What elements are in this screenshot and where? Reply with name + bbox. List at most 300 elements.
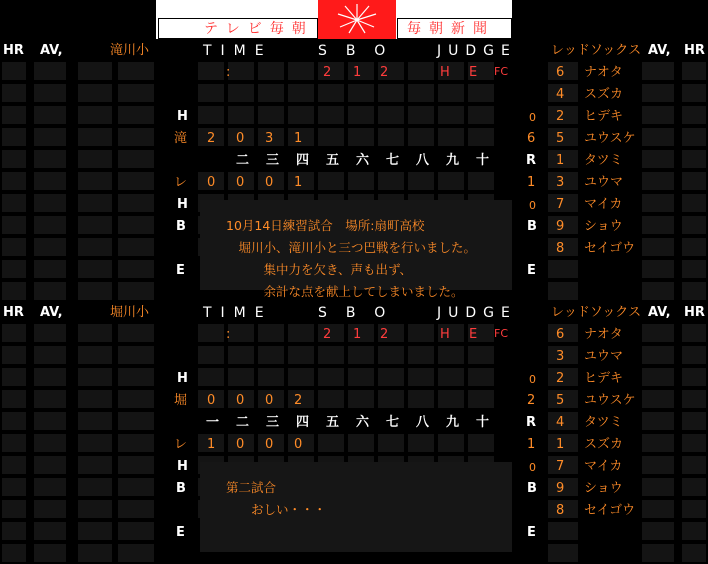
slot-cell <box>78 150 112 168</box>
error-label-left: E <box>176 263 185 278</box>
av-cell <box>34 260 66 278</box>
hr-cell <box>682 106 706 124</box>
judge-error: E <box>469 327 478 342</box>
h-label-right: H <box>177 197 188 212</box>
header-right-title: 毎朝新聞 <box>407 21 495 37</box>
hr-cell <box>2 238 26 256</box>
column-av-label: AV, <box>40 305 63 320</box>
time-value: : <box>226 65 231 80</box>
column-hr-right-label: HR <box>684 43 705 58</box>
lineup-position: 8 <box>556 241 565 256</box>
hr-cell <box>682 500 706 518</box>
hr-cell <box>2 368 26 386</box>
column-hr-label: HR <box>3 43 24 58</box>
score-cell <box>288 106 314 124</box>
h-label-left: H <box>177 109 188 124</box>
score-cell <box>438 84 464 102</box>
inning-number: 七 <box>386 153 400 168</box>
score-cell <box>438 106 464 124</box>
lineup-position: 4 <box>556 415 565 430</box>
slot-cell <box>118 346 154 364</box>
hr-cell <box>2 128 26 146</box>
av-cell <box>642 478 674 496</box>
av-cell <box>642 282 674 300</box>
hr-cell <box>2 522 26 540</box>
lineup-position: 1 <box>556 153 565 168</box>
right-team-name: レッドソックス <box>551 305 642 320</box>
lineup-player-name: セイゴウ <box>584 503 636 518</box>
inning-number: 一 <box>206 415 220 430</box>
score-cell <box>408 84 434 102</box>
score-cell <box>318 128 344 146</box>
av-cell <box>642 368 674 386</box>
score-cell <box>468 84 494 102</box>
av-cell <box>34 238 66 256</box>
hr-cell <box>682 324 706 342</box>
av-cell <box>642 172 674 190</box>
slot-cell <box>118 500 154 518</box>
judge-fielders-choice: FC <box>494 327 509 340</box>
lineup-player-name: タツミ <box>584 153 623 168</box>
hr-cell <box>2 62 26 80</box>
h-value-right: 0 <box>529 461 536 474</box>
hr-cell <box>682 346 706 364</box>
inning-number: 九 <box>446 415 460 430</box>
score-cell <box>318 106 344 124</box>
column-av-right-label: AV, <box>648 43 671 58</box>
ball-count: 1 <box>353 327 362 342</box>
lineup-position: 9 <box>556 219 565 234</box>
hr-cell <box>2 434 26 452</box>
inning-number: 五 <box>326 415 340 430</box>
av-cell <box>642 544 674 562</box>
slot-cell <box>78 216 112 234</box>
av-cell <box>642 346 674 364</box>
score-cell <box>318 346 344 364</box>
inning-number: 七 <box>386 415 400 430</box>
av-cell <box>642 522 674 540</box>
score-cell <box>258 346 284 364</box>
sbo-label: SBO <box>318 43 405 59</box>
h-label-left: H <box>177 371 188 386</box>
score-cell <box>288 84 314 102</box>
message-line: 10月14日練習試合 場所:扇町高校 <box>226 218 425 233</box>
hr-cell <box>682 544 706 562</box>
score-cell <box>228 62 254 80</box>
slot-cell <box>118 522 154 540</box>
slot-cell <box>548 260 578 278</box>
av-cell <box>642 260 674 278</box>
av-cell <box>34 390 66 408</box>
hr-cell <box>2 84 26 102</box>
score-cell <box>408 434 434 452</box>
slot-cell <box>78 238 112 256</box>
left-team-name: 堀川小 <box>110 305 150 320</box>
score-cell <box>258 62 284 80</box>
av-cell <box>642 434 674 452</box>
av-cell <box>34 194 66 212</box>
slot-cell <box>118 106 154 124</box>
slot-cell <box>78 456 112 474</box>
av-cell <box>642 500 674 518</box>
slot-cell <box>78 128 112 146</box>
av-cell <box>34 150 66 168</box>
slot-cell <box>78 172 112 190</box>
hr-cell <box>682 216 706 234</box>
lineup-player-name: マイカ <box>584 197 623 212</box>
hr-cell <box>2 346 26 364</box>
hr-cell <box>2 500 26 518</box>
inning-score: 1 <box>207 437 216 452</box>
slot-cell <box>78 194 112 212</box>
score-cell <box>378 106 404 124</box>
inning-score: 0 <box>236 437 245 452</box>
score-cell <box>288 368 314 386</box>
inning-score: 0 <box>236 175 245 190</box>
message-line: 堀川小、滝川小と三つ巴戦を行いました。 <box>226 240 477 255</box>
h-value-right: 0 <box>529 199 536 212</box>
score-cell <box>228 324 254 342</box>
inning-score: 0 <box>207 175 216 190</box>
lineup-position: 3 <box>556 349 565 364</box>
av-cell <box>34 544 66 562</box>
score-cell <box>348 434 374 452</box>
av-cell <box>34 62 66 80</box>
lineup-position: 8 <box>556 503 565 518</box>
ball-label-right: B <box>527 481 537 496</box>
inning-number: 四 <box>296 415 310 430</box>
score-cell <box>228 346 254 364</box>
slot-cell <box>78 84 112 102</box>
hr-cell <box>682 260 706 278</box>
av-cell <box>34 84 66 102</box>
hr-cell <box>682 412 706 430</box>
out-count: 2 <box>380 327 389 342</box>
av-cell <box>642 62 674 80</box>
slot-cell <box>118 544 154 562</box>
slot-cell <box>78 346 112 364</box>
av-cell <box>34 106 66 124</box>
score-cell <box>348 84 374 102</box>
inning-number: 三 <box>266 153 280 168</box>
av-cell <box>642 150 674 168</box>
score-cell <box>198 346 224 364</box>
inning-number: 六 <box>356 415 370 430</box>
lineup-position: 2 <box>556 371 565 386</box>
hr-cell <box>682 368 706 386</box>
inning-number: 四 <box>296 153 310 168</box>
message-line: 集中力を欠き、声も出ず、 <box>226 262 413 277</box>
score-cell <box>408 106 434 124</box>
lineup-position: 1 <box>556 437 565 452</box>
lineup-position: 6 <box>556 327 565 342</box>
lineup-player-name: マイカ <box>584 459 623 474</box>
inning-score: 0 <box>236 131 245 146</box>
score-cell <box>348 346 374 364</box>
lineup-player-name: ナオタ <box>584 65 623 80</box>
slot-cell <box>78 106 112 124</box>
ball-label-left: B <box>176 219 186 234</box>
starburst-icon <box>318 0 396 39</box>
score-cell <box>408 128 434 146</box>
lineup-position: 7 <box>556 459 565 474</box>
h-label-right: H <box>177 459 188 474</box>
score-cell <box>198 62 224 80</box>
av-cell <box>642 324 674 342</box>
inning-score: 2 <box>294 393 303 408</box>
strike-count: 2 <box>323 65 332 80</box>
inning-number: 八 <box>416 415 430 430</box>
ball-label-right: B <box>527 219 537 234</box>
score-cell <box>468 106 494 124</box>
time-label: TIME <box>203 305 273 321</box>
hr-cell <box>682 62 706 80</box>
score-cell <box>348 128 374 146</box>
linescore-team-1: 滝 <box>174 131 188 146</box>
inning-number: 十 <box>476 415 490 430</box>
av-cell <box>34 216 66 234</box>
hr-cell <box>2 324 26 342</box>
inning-score: 0 <box>294 437 303 452</box>
av-cell <box>642 84 674 102</box>
hr-cell <box>2 282 26 300</box>
score-cell <box>378 128 404 146</box>
slot-cell <box>548 544 578 562</box>
slot-cell <box>118 434 154 452</box>
left-team-name: 滝川小 <box>110 43 150 58</box>
column-av-label: AV, <box>40 43 63 58</box>
lineup-player-name: タツミ <box>584 415 623 430</box>
slot-cell <box>78 478 112 496</box>
score-cell <box>348 172 374 190</box>
slot-cell <box>118 194 154 212</box>
av-cell <box>34 456 66 474</box>
score-cell <box>408 172 434 190</box>
av-cell <box>642 456 674 474</box>
hr-cell <box>682 150 706 168</box>
slot-cell <box>118 84 154 102</box>
runs-total: 1 <box>527 437 536 452</box>
slot-cell <box>78 434 112 452</box>
hr-cell <box>2 150 26 168</box>
av-cell <box>34 128 66 146</box>
lineup-position: 7 <box>556 197 565 212</box>
slot-cell <box>78 368 112 386</box>
h-value-left: 0 <box>529 373 536 386</box>
score-cell <box>468 390 494 408</box>
slot-cell <box>118 368 154 386</box>
column-hr-label: HR <box>3 305 24 320</box>
lineup-player-name: スズカ <box>584 437 624 452</box>
hr-cell <box>2 478 26 496</box>
inning-score: 0 <box>265 437 274 452</box>
slot-cell <box>118 150 154 168</box>
error-label-right: E <box>527 263 536 278</box>
hr-cell <box>2 390 26 408</box>
score-cell <box>438 128 464 146</box>
score-cell <box>468 368 494 386</box>
score-cell <box>198 324 224 342</box>
slot-cell <box>118 282 154 300</box>
av-cell <box>34 434 66 452</box>
column-av-right-label: AV, <box>648 305 671 320</box>
time-value: : <box>226 327 231 342</box>
inning-score: 1 <box>294 131 303 146</box>
lineup-player-name: ユウマ <box>584 175 624 190</box>
hr-cell <box>2 172 26 190</box>
score-cell <box>198 84 224 102</box>
av-cell <box>34 500 66 518</box>
judge-label: JUDGE <box>437 305 517 321</box>
error-label-left: E <box>176 525 185 540</box>
av-cell <box>34 412 66 430</box>
score-cell <box>198 106 224 124</box>
hr-cell <box>682 282 706 300</box>
slot-cell <box>78 390 112 408</box>
slot-cell <box>78 324 112 342</box>
score-cell <box>318 390 344 408</box>
slot-cell <box>78 62 112 80</box>
linescore-team-1: 堀 <box>174 393 188 408</box>
inning-number: 二 <box>236 415 250 430</box>
strike-count: 2 <box>323 327 332 342</box>
hr-cell <box>682 172 706 190</box>
hr-cell <box>2 544 26 562</box>
score-cell <box>408 62 434 80</box>
lineup-player-name: セイゴウ <box>584 241 636 256</box>
inning-number: 六 <box>356 153 370 168</box>
score-cell <box>468 434 494 452</box>
column-hr-right-label: HR <box>684 305 705 320</box>
lineup-position: 3 <box>556 175 565 190</box>
score-cell <box>228 106 254 124</box>
av-cell <box>642 216 674 234</box>
score-cell <box>438 346 464 364</box>
inning-score: 0 <box>207 393 216 408</box>
inning-number: 五 <box>326 153 340 168</box>
inning-score: 0 <box>236 393 245 408</box>
score-cell <box>408 390 434 408</box>
slot-cell <box>78 522 112 540</box>
error-label-right: E <box>527 525 536 540</box>
hr-cell <box>2 456 26 474</box>
runs-total: 2 <box>527 393 536 408</box>
score-cell <box>408 346 434 364</box>
score-cell <box>468 172 494 190</box>
score-cell <box>228 84 254 102</box>
hr-cell <box>682 128 706 146</box>
slot-cell <box>118 324 154 342</box>
hr-cell <box>682 238 706 256</box>
hr-cell <box>682 434 706 452</box>
h-value-left: 0 <box>529 111 536 124</box>
hr-cell <box>682 522 706 540</box>
inning-score: 1 <box>294 175 303 190</box>
slot-cell <box>78 260 112 278</box>
judge-label: JUDGE <box>437 43 517 59</box>
hr-cell <box>2 216 26 234</box>
score-cell <box>258 106 284 124</box>
slot-cell <box>78 500 112 518</box>
time-label: TIME <box>203 43 273 59</box>
score-cell <box>468 128 494 146</box>
ball-label-left: B <box>176 481 186 496</box>
score-cell <box>258 368 284 386</box>
lineup-player-name: スズカ <box>584 87 624 102</box>
hr-cell <box>2 260 26 278</box>
hr-cell <box>682 194 706 212</box>
lineup-player-name: ユウスケ <box>584 131 636 146</box>
slot-cell <box>118 390 154 408</box>
message-line: 余計な点を献上してしまいました。 <box>226 284 464 299</box>
slot-cell <box>118 172 154 190</box>
lineup-player-name: ショウ <box>584 219 623 234</box>
hr-cell <box>2 194 26 212</box>
slot-cell <box>118 260 154 278</box>
score-cell <box>408 324 434 342</box>
judge-fielders-choice: FC <box>494 65 509 78</box>
linescore-team-2: レ <box>174 437 188 452</box>
hr-cell <box>2 412 26 430</box>
slot-cell <box>118 62 154 80</box>
lineup-player-name: ショウ <box>584 481 623 496</box>
slot-cell <box>118 456 154 474</box>
score-cell <box>258 324 284 342</box>
lineup-position: 5 <box>556 393 565 408</box>
score-cell <box>468 346 494 364</box>
slot-cell <box>548 282 578 300</box>
score-cell <box>378 368 404 386</box>
score-cell <box>318 368 344 386</box>
runs-total: 1 <box>527 175 536 190</box>
av-cell <box>34 346 66 364</box>
av-cell <box>642 194 674 212</box>
sbo-label: SBO <box>318 305 405 321</box>
score-cell <box>288 346 314 364</box>
score-cell <box>348 390 374 408</box>
av-cell <box>34 522 66 540</box>
score-cell <box>318 172 344 190</box>
av-cell <box>642 106 674 124</box>
score-cell <box>198 368 224 386</box>
runs-total: 6 <box>527 131 536 146</box>
hr-cell <box>2 106 26 124</box>
judge-hit: H <box>440 327 450 342</box>
score-cell <box>408 368 434 386</box>
score-cell <box>438 172 464 190</box>
slot-cell <box>118 128 154 146</box>
lineup-position: 5 <box>556 131 565 146</box>
lineup-position: 6 <box>556 65 565 80</box>
score-cell <box>378 346 404 364</box>
inning-score: 0 <box>265 175 274 190</box>
inning-number: 十 <box>476 153 490 168</box>
ball-count: 1 <box>353 65 362 80</box>
av-cell <box>34 282 66 300</box>
slot-cell <box>548 522 578 540</box>
inning-number: 二 <box>236 153 250 168</box>
score-cell <box>288 324 314 342</box>
inning-score: 3 <box>265 131 274 146</box>
score-cell <box>258 84 284 102</box>
lineup-position: 9 <box>556 481 565 496</box>
hr-cell <box>682 478 706 496</box>
av-cell <box>34 324 66 342</box>
score-cell <box>288 62 314 80</box>
inning-number: 三 <box>266 415 280 430</box>
hr-cell <box>682 84 706 102</box>
header-left-title: テレビ毎朝 <box>204 21 314 37</box>
